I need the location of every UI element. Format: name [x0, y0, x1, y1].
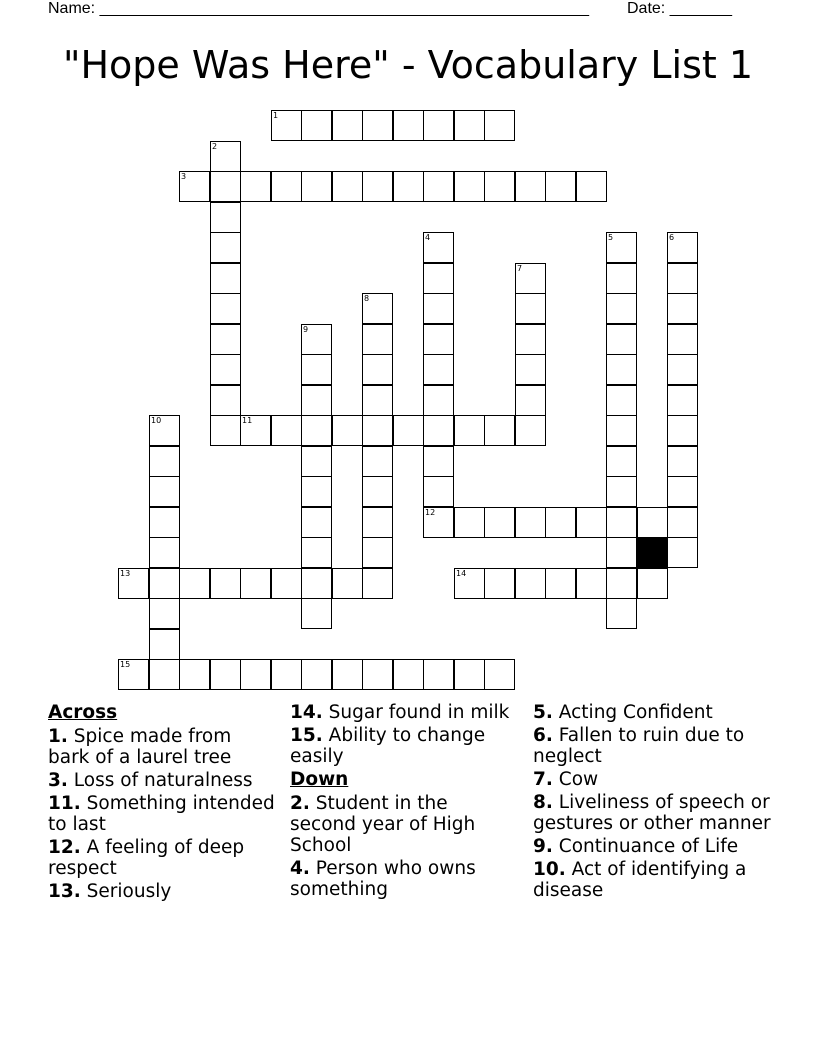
- grid-cell[interactable]: [210, 202, 241, 233]
- clue-number: 1.: [48, 726, 68, 747]
- grid-cell[interactable]: [515, 263, 546, 294]
- clue-down-5: [533, 702, 773, 723]
- grid-cell[interactable]: [545, 568, 576, 599]
- grid-cell[interactable]: [301, 446, 332, 477]
- grid-cell[interactable]: [393, 110, 424, 141]
- grid-cell[interactable]: [606, 324, 637, 355]
- grid-cell[interactable]: [637, 507, 668, 538]
- clue-number-label: 14: [456, 569, 467, 578]
- grid-cell[interactable]: [454, 568, 485, 599]
- grid-cell[interactable]: [515, 293, 546, 324]
- grid-cell[interactable]: [515, 507, 546, 538]
- clue-down-10: [533, 859, 773, 901]
- clue-across-3: [48, 770, 276, 791]
- grid-cell[interactable]: [576, 568, 607, 599]
- grid-cell[interactable]: [606, 232, 637, 263]
- grid-cell[interactable]: [484, 415, 515, 446]
- grid-cell[interactable]: [332, 171, 363, 202]
- grid-cell[interactable]: [667, 354, 698, 385]
- grid-cell[interactable]: [484, 659, 515, 690]
- clue-number-label: 9: [303, 325, 309, 334]
- grid-cell[interactable]: [301, 537, 332, 568]
- grid-cell[interactable]: [606, 263, 637, 294]
- grid-cell[interactable]: [179, 568, 210, 599]
- clue-across-12: [48, 837, 276, 879]
- clue-number: 12.: [48, 837, 81, 858]
- clue-text: Act of identifying a disease: [533, 859, 747, 901]
- grid-cell[interactable]: [606, 415, 637, 446]
- grid-cell[interactable]: [667, 293, 698, 324]
- clue-text: Student in the second year of High School: [290, 793, 476, 856]
- clues-column-3: [533, 702, 773, 903]
- grid-cell[interactable]: [362, 171, 393, 202]
- grid-cell[interactable]: [149, 415, 180, 446]
- grid-cell[interactable]: [515, 354, 546, 385]
- grid-cell[interactable]: [576, 171, 607, 202]
- grid-cell[interactable]: [667, 537, 698, 568]
- across-heading: Across: [48, 702, 118, 723]
- grid-cell[interactable]: [240, 659, 271, 690]
- grid-cell[interactable]: [332, 415, 363, 446]
- grid-cell[interactable]: [271, 110, 302, 141]
- grid-cell[interactable]: [423, 232, 454, 263]
- grid-cell[interactable]: [362, 354, 393, 385]
- grid-cell[interactable]: [515, 415, 546, 446]
- grid-cell[interactable]: [362, 446, 393, 477]
- grid-cell[interactable]: [423, 385, 454, 416]
- grid-cell[interactable]: [362, 568, 393, 599]
- grid-cell[interactable]: [332, 659, 363, 690]
- grid-cell[interactable]: [362, 507, 393, 538]
- grid-cell[interactable]: [301, 507, 332, 538]
- grid-cell[interactable]: [362, 324, 393, 355]
- grid-cell[interactable]: [332, 110, 363, 141]
- clue-number-label: 3: [181, 172, 187, 181]
- clue-number-label: 4: [425, 233, 431, 242]
- grid-cell[interactable]: [118, 568, 149, 599]
- clue-text: Something intended to last: [48, 793, 275, 835]
- grid-cell[interactable]: [454, 659, 485, 690]
- clue-down-2: [290, 793, 518, 856]
- grid-cell[interactable]: [210, 263, 241, 294]
- grid-cell[interactable]: [210, 293, 241, 324]
- grid-cell[interactable]: [393, 171, 424, 202]
- clue-text: Seriously: [86, 881, 172, 902]
- grid-cell[interactable]: [667, 385, 698, 416]
- clue-down-9: [533, 836, 773, 857]
- clues-column-2: [290, 702, 518, 902]
- grid-cell[interactable]: [301, 110, 332, 141]
- grid-cell[interactable]: [332, 568, 363, 599]
- grid-cell[interactable]: [271, 659, 302, 690]
- clue-text: Loss of naturalness: [73, 770, 253, 791]
- clue-number-label: 11: [242, 416, 253, 425]
- grid-cell[interactable]: [423, 263, 454, 294]
- clue-number: 14.: [290, 702, 323, 723]
- clue-number: 13.: [48, 881, 81, 902]
- grid-cell[interactable]: [301, 385, 332, 416]
- grid-cell[interactable]: [210, 171, 241, 202]
- grid-cell[interactable]: [362, 537, 393, 568]
- clue-text: A feeling of deep respect: [48, 837, 245, 879]
- clue-number-label: 1: [273, 111, 279, 120]
- grid-cell[interactable]: [515, 568, 546, 599]
- clue-down-8: [533, 792, 773, 834]
- clue-number: 11.: [48, 793, 81, 814]
- grid-cell[interactable]: [210, 354, 241, 385]
- clue-text: Continuance of Life: [558, 836, 739, 857]
- clue-number-label: 8: [364, 294, 370, 303]
- grid-cell[interactable]: [515, 385, 546, 416]
- clue-number-label: 5: [608, 233, 614, 242]
- grid-cell[interactable]: [149, 507, 180, 538]
- name-field-label[interactable]: Name: _______________________________________________________: [48, 0, 589, 17]
- clue-number: 7.: [533, 769, 553, 790]
- grid-cell[interactable]: [545, 507, 576, 538]
- grid-cell[interactable]: [301, 598, 332, 629]
- date-field-label[interactable]: Date: _______: [627, 0, 732, 17]
- clue-across-13: [48, 881, 276, 902]
- grid-cell[interactable]: [149, 598, 180, 629]
- clues-column-1: [48, 702, 276, 904]
- clue-down-6: [533, 725, 773, 767]
- grid-cell[interactable]: [423, 293, 454, 324]
- grid-cell[interactable]: [210, 324, 241, 355]
- clue-number-label: 7: [517, 264, 523, 273]
- grid-cell[interactable]: [271, 415, 302, 446]
- clue-number: 15.: [290, 725, 323, 746]
- grid-cell[interactable]: [301, 476, 332, 507]
- grid-cell[interactable]: [301, 171, 332, 202]
- grid-cell[interactable]: [606, 598, 637, 629]
- grid-cell[interactable]: [667, 263, 698, 294]
- grid-cell[interactable]: [149, 476, 180, 507]
- grid-cell[interactable]: [240, 568, 271, 599]
- grid-cell[interactable]: [576, 507, 607, 538]
- clue-number-label: 10: [151, 416, 162, 425]
- clue-text: Acting Confident: [558, 702, 713, 723]
- grid-cell[interactable]: [240, 171, 271, 202]
- clue-number: 2.: [290, 793, 310, 814]
- clue-number-label: 2: [212, 142, 218, 151]
- grid-cell[interactable]: [301, 415, 332, 446]
- grid-cell[interactable]: [637, 568, 668, 599]
- clue-number: 10.: [533, 859, 566, 880]
- grid-cell[interactable]: [423, 476, 454, 507]
- grid-cell[interactable]: [667, 476, 698, 507]
- grid-cell[interactable]: [240, 415, 271, 446]
- clue-number-label: 15: [120, 660, 131, 669]
- grid-cell[interactable]: [393, 415, 424, 446]
- grid-cell[interactable]: [423, 110, 454, 141]
- grid-cell[interactable]: [210, 659, 241, 690]
- clue-text: Liveliness of speech or gestures or other manner: [533, 792, 771, 834]
- grid-cell[interactable]: [393, 659, 424, 690]
- grid-cell[interactable]: [484, 568, 515, 599]
- clue-text: Ability to change easily: [290, 725, 486, 767]
- clue-number-label: 6: [669, 233, 675, 242]
- grid-cell[interactable]: [454, 507, 485, 538]
- clue-text: Fallen to ruin due to neglect: [533, 725, 745, 767]
- clue-across-11: [48, 793, 276, 835]
- grid-cell[interactable]: [484, 171, 515, 202]
- grid-cell[interactable]: [545, 171, 576, 202]
- clue-number: 6.: [533, 725, 553, 746]
- grid-cell[interactable]: [149, 659, 180, 690]
- grid-cell[interactable]: [362, 293, 393, 324]
- grid-cell[interactable]: [667, 232, 698, 263]
- grid-cell[interactable]: [484, 507, 515, 538]
- grid-cell[interactable]: [118, 659, 149, 690]
- grid-cell[interactable]: [179, 659, 210, 690]
- grid-cell[interactable]: [179, 171, 210, 202]
- grid-cell[interactable]: [301, 568, 332, 599]
- grid-cell[interactable]: [423, 415, 454, 446]
- clue-number: 3.: [48, 770, 68, 791]
- grid-cell[interactable]: [515, 324, 546, 355]
- grid-cell[interactable]: [362, 476, 393, 507]
- grid-cell[interactable]: [667, 446, 698, 477]
- grid-cell[interactable]: [149, 537, 180, 568]
- clue-text: Sugar found in milk: [328, 702, 510, 723]
- clue-text: Spice made from bark of a laurel tree: [48, 726, 232, 768]
- clue-down-4: [290, 858, 518, 900]
- grid-cell[interactable]: [423, 324, 454, 355]
- clue-number: 5.: [533, 702, 553, 723]
- clue-across-14: [290, 702, 518, 723]
- grid-cell[interactable]: [606, 568, 637, 599]
- grid-cell[interactable]: [667, 415, 698, 446]
- clue-across-1: [48, 726, 276, 768]
- grid-cell[interactable]: [606, 385, 637, 416]
- grid-cell[interactable]: [149, 446, 180, 477]
- grid-cell[interactable]: [301, 659, 332, 690]
- page-title: "Hope Was Here" - Vocabulary List 1: [62, 43, 754, 87]
- grid-cell[interactable]: [301, 324, 332, 355]
- grid-cell[interactable]: [606, 354, 637, 385]
- grid-cell[interactable]: [271, 568, 302, 599]
- grid-cell[interactable]: [210, 385, 241, 416]
- grid-cell[interactable]: [606, 446, 637, 477]
- clue-number: 9.: [533, 836, 553, 857]
- clue-across-15: [290, 725, 518, 767]
- grid-cell[interactable]: [454, 171, 485, 202]
- grid-cell[interactable]: [606, 537, 637, 568]
- grid-cell[interactable]: [423, 171, 454, 202]
- grid-cell[interactable]: [210, 232, 241, 263]
- clue-text: Cow: [558, 769, 599, 790]
- grid-cell[interactable]: [667, 324, 698, 355]
- grid-cell[interactable]: [606, 507, 637, 538]
- grid-cell[interactable]: [271, 171, 302, 202]
- clue-text: Person who owns something: [290, 858, 476, 900]
- clue-number: 8.: [533, 792, 553, 813]
- grid-cell[interactable]: [210, 568, 241, 599]
- grid-cell[interactable]: [362, 385, 393, 416]
- grid-cell[interactable]: [362, 415, 393, 446]
- clue-number-label: 13: [120, 569, 131, 578]
- grid-cell[interactable]: [210, 141, 241, 172]
- grid-cell[interactable]: [423, 446, 454, 477]
- grid-cell[interactable]: [149, 629, 180, 660]
- grid-cell[interactable]: [423, 354, 454, 385]
- grid-cell[interactable]: [606, 293, 637, 324]
- grid-cell[interactable]: [515, 171, 546, 202]
- clue-number-label: 12: [425, 508, 436, 517]
- grid-cell[interactable]: [454, 415, 485, 446]
- grid-cell[interactable]: [362, 110, 393, 141]
- black-cell: [637, 537, 668, 568]
- grid-cell[interactable]: [606, 476, 637, 507]
- grid-cell[interactable]: [667, 507, 698, 538]
- grid-cell[interactable]: [423, 507, 454, 538]
- grid-cell[interactable]: [423, 659, 454, 690]
- down-heading: Down: [290, 769, 349, 790]
- grid-cell[interactable]: [149, 568, 180, 599]
- clue-number: 4.: [290, 858, 310, 879]
- grid-cell[interactable]: [454, 110, 485, 141]
- clue-down-7: [533, 769, 773, 790]
- grid-cell[interactable]: [301, 354, 332, 385]
- grid-cell[interactable]: [210, 415, 241, 446]
- grid-cell[interactable]: [362, 659, 393, 690]
- grid-cell[interactable]: [484, 110, 515, 141]
